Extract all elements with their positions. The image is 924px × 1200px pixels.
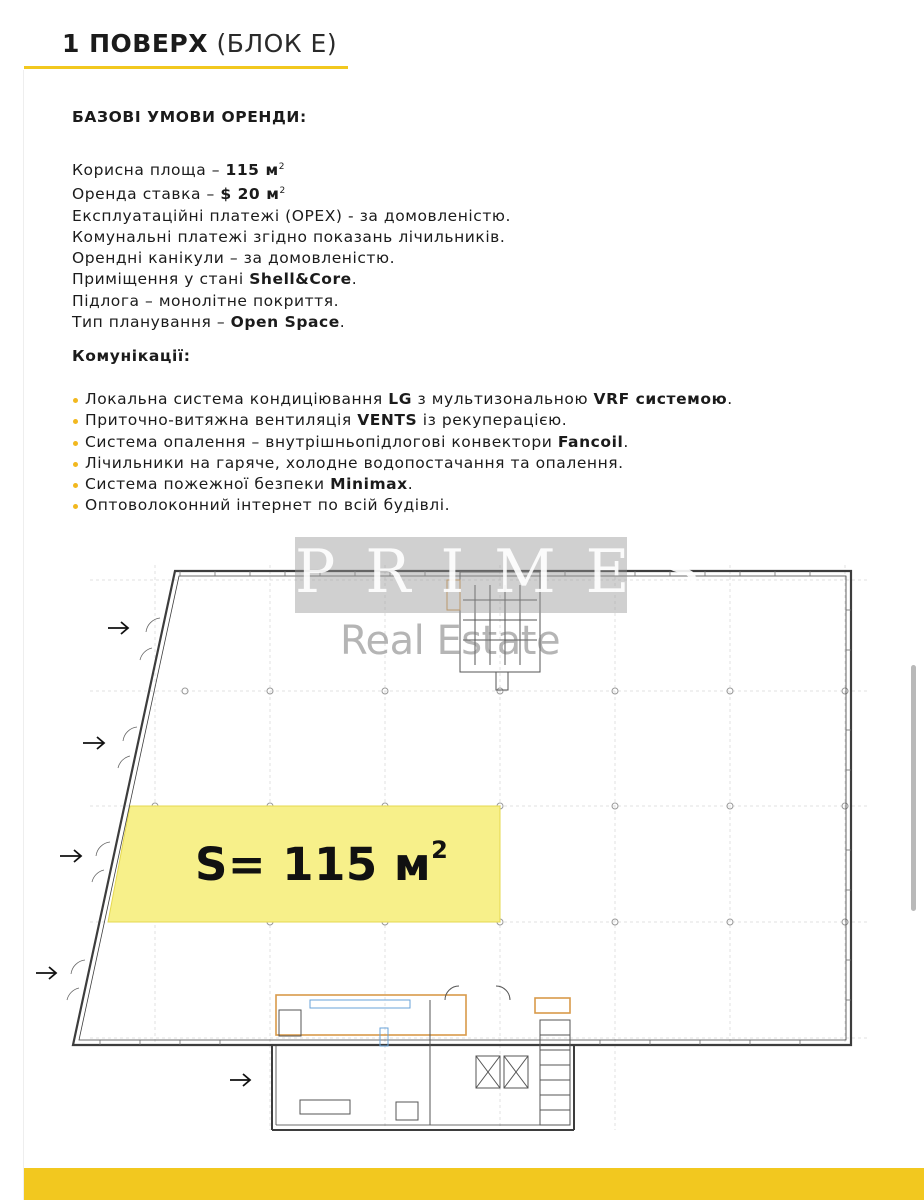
scrollbar-thumb[interactable] xyxy=(911,665,916,911)
term-utilities: Комунальні платежі згідно показань лічильників. xyxy=(72,227,506,246)
term-floor: Підлога – монолітне покриття. xyxy=(72,291,340,310)
list-item: Оптоволоконний інтернет по всій будівлі. xyxy=(72,495,733,516)
list-item: Приточно-витяжна вентиляція VENTS із рекуперацією. xyxy=(72,410,733,431)
service-core-bottom xyxy=(276,986,570,1125)
terms-heading: БАЗОВІ УМОВИ ОРЕНДИ: xyxy=(72,108,307,126)
term-condition: Приміщення у стані Shell&Core. xyxy=(72,270,358,289)
term-area-value: 115 м xyxy=(225,161,279,179)
term-holidays: Орендні канікули – за домовленістю. xyxy=(72,249,396,268)
term-area: Корисна площа – 115 $м^2$ xyxy=(72,161,285,179)
footer-band xyxy=(24,1168,924,1200)
watermark-logo: PRIMES xyxy=(295,537,731,607)
watermark-subtitle: Real Estate xyxy=(340,618,561,664)
list-item: Система пожежної безпеки Minimax. xyxy=(72,474,733,495)
term-rent-value: $ 20 м xyxy=(220,185,280,204)
list-item: Система опалення – внутрішньопідлогові конвектори Fancoil. xyxy=(72,432,733,453)
communications-heading: Комунікації: xyxy=(72,347,191,365)
terms-list xyxy=(72,157,511,333)
term-rent: Оренда ставка – $ 20 $м^2$ xyxy=(72,185,286,204)
page-title-block: (БЛОК Е) xyxy=(216,29,338,58)
list-item: Локальна система кондиціювання LG з мультизональною VRF системою. xyxy=(72,389,733,410)
communications-list xyxy=(72,389,733,517)
page-title-floor: 1 ПОВЕРХ xyxy=(62,29,209,58)
term-opex: Експлуатаційні платежі (OPEX) - за домовленістю. xyxy=(72,206,512,225)
floor-plan xyxy=(0,520,924,1160)
page-title xyxy=(62,29,337,58)
area-label: S= 115 $м^2$ xyxy=(195,836,449,891)
term-layout: Тип планування – Open Space. xyxy=(72,313,346,332)
title-underline xyxy=(24,66,348,69)
list-item: Лічильники на гаряче, холодне водопостачання та опалення. xyxy=(72,453,733,474)
